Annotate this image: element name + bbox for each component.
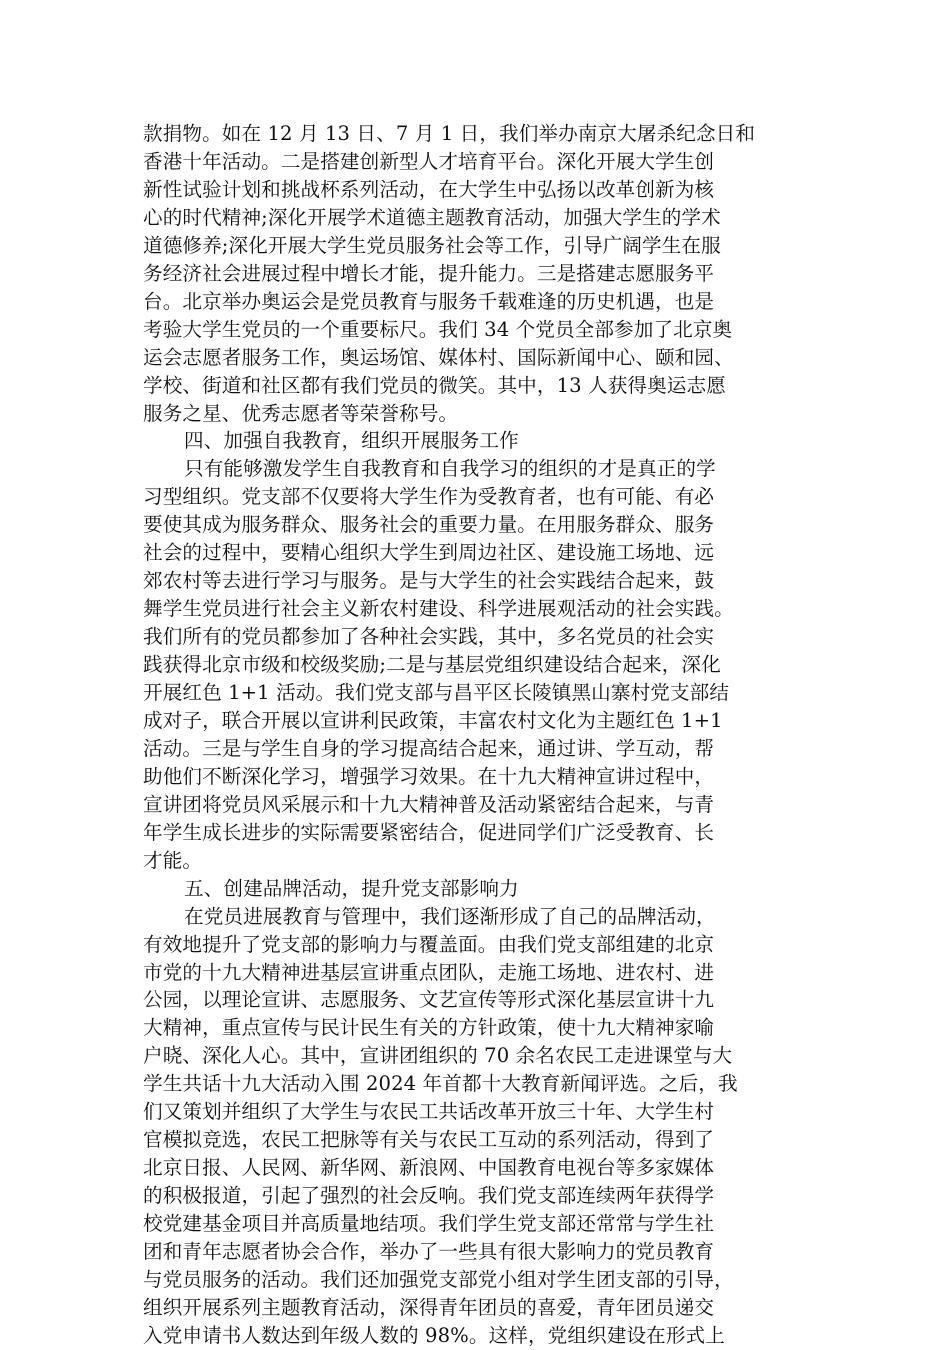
text-line: 践获得北京市级和校级奖励;二是与基层党组织建设结合起来，深化 <box>143 653 721 677</box>
text-line: 官模拟竞选，农民工把脉等有关与农民工互动的系列活动，得到了 <box>143 1128 715 1152</box>
text-line: 台。北京举办奥运会是党员教育与服务千载难逢的历史机遇，也是 <box>143 289 715 313</box>
text-line: 我们所有的党员都参加了各种社会实践，其中，多名党员的社会实 <box>143 625 715 649</box>
text-line: 五、创建品牌活动，提升党支部影响力 <box>184 876 519 900</box>
text-line: 入党申请书人数达到年级人数的 98%。这样，党组织建设在形式上 <box>143 1323 725 1347</box>
text-line: 新性试验计划和挑战杯系列活动，在大学生中弘扬以改革创新为核 <box>143 177 715 201</box>
text-line: 开展红色 1+1 活动。我们党支部与昌平区长陵镇黑山寨村党支部结 <box>143 681 730 704</box>
text-line: 郊农村等去进行学习与服务。是与大学生的社会实践结合起来，鼓 <box>143 569 715 593</box>
text-line: 务经济社会进展过程中增长才能，提升能力。三是搭建志愿服务平 <box>143 261 715 285</box>
text-line: 有效地提升了党支部的影响力与覆盖面。由我们党支部组建的北京 <box>143 932 715 956</box>
text-line: 款捐物。如在 12 月 13 日、7 月 1 日，我们举办南京大屠杀纪念日和 <box>143 122 756 145</box>
text-line: 宣讲团将党员风采展示和十九大精神普及活动紧密结合起来，与青 <box>143 792 715 816</box>
text-line: 运会志愿者服务工作，奥运场馆、媒体村、国际新闻中心、颐和园、 <box>143 345 734 369</box>
text-line: 校党建基金项目并高质量地结项。我们学生党支部还常常与学生社 <box>143 1212 715 1236</box>
text-line: 户晓、深化人心。其中，宣讲团组织的 70 余名农民工走进课堂与大 <box>143 1044 733 1068</box>
text-line: 习型组织。党支部不仅要将大学生作为受教育者，也有可能、有必 <box>143 485 715 509</box>
text-line: 公园，以理论宣讲、志愿服务、文艺宣传等形式深化基层宣讲十九 <box>143 988 715 1012</box>
text-line: 市党的十九大精神进基层宣讲重点团队，走施工场地、进农村、进 <box>143 960 715 984</box>
text-line: 年学生成长进步的实际需要紧密结合，促进同学们广泛受教育、长 <box>143 820 715 844</box>
text-line: 道德修养;深化开展大学生党员服务社会等工作，引导广阔学生在服 <box>143 233 721 257</box>
text-line: 的积极报道，引起了强烈的社会反响。我们党支部连续两年获得学 <box>143 1184 715 1208</box>
text-line: 活动。三是与学生自身的学习提高结合起来，通过讲、学互动，帮 <box>143 736 715 760</box>
text-line: 与党员服务的活动。我们还加强党支部党小组对学生团支部的引导， <box>143 1267 734 1291</box>
text-line: 要使其成为服务群众、服务社会的重要力量。在用服务群众、服务 <box>143 513 715 537</box>
text-line: 社会的过程中，要精心组织大学生到周边社区、建设施工场地、远 <box>143 541 715 565</box>
text-line: 北京日报、人民网、新华网、新浪网、中国教育电视台等多家媒体 <box>143 1156 715 1180</box>
text-line: 才能。 <box>143 848 203 872</box>
text-line: 成对子，联合开展以宣讲利民政策，丰富农村文化为主题红色 1+1 <box>143 708 723 732</box>
text-line: 助他们不断深化学习，增强学习效果。在十九大精神宣讲过程中， <box>143 764 715 788</box>
text-line: 们又策划并组织了大学生与农民工共话改革开放三十年、大学生村 <box>143 1100 715 1124</box>
text-line: 舞学生党员进行社会主义新农村建设、科学进展观活动的社会实践。 <box>143 597 734 621</box>
text-line: 考验大学生党员的一个重要标尺。我们 34 个党员全部参加了北京奥 <box>143 317 733 341</box>
text-line: 心的时代精神;深化开展学术道德主题教育活动，加强大学生的学术 <box>143 205 721 229</box>
text-line: 四、加强自我教育，组织开展服务工作 <box>184 429 519 453</box>
text-line: 大精神，重点宣传与民计民生有关的方针政策，使十九大精神家喻 <box>143 1016 715 1040</box>
text-line: 学生共话十九大活动入围 2024 年首都十大教育新闻评选。之后，我 <box>143 1072 738 1096</box>
text-line: 组织开展系列主题教育活动，深得青年团员的喜爱，青年团员递交 <box>143 1295 715 1319</box>
text-line: 香港十年活动。二是搭建创新型人才培育平台。深化开展大学生创 <box>143 149 715 173</box>
text-line: 学校、街道和社区都有我们党员的微笑。其中，13 人获得奥运志愿 <box>143 373 726 397</box>
text-line: 只有能够激发学生自我教育和自我学习的组织的才是真正的学 <box>184 457 716 481</box>
text-line: 团和青年志愿者协会合作，举办了一些具有很大影响力的党员教育 <box>143 1240 715 1263</box>
text-line: 服务之星、优秀志愿者等荣誉称号。 <box>143 401 459 425</box>
text-line: 在党员进展教育与管理中，我们逐渐形成了自己的品牌活动， <box>184 904 716 928</box>
